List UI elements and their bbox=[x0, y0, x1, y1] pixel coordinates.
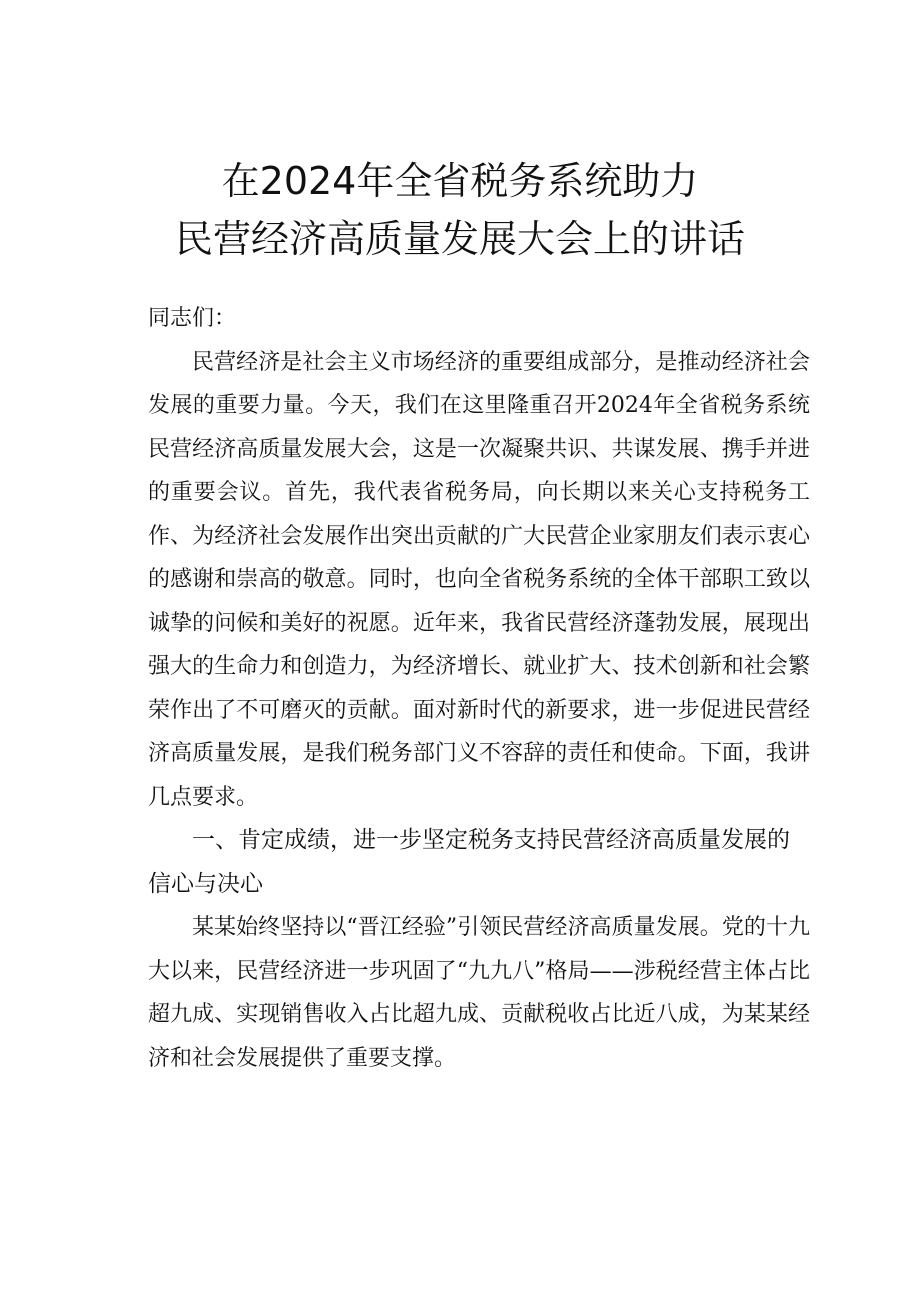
document-title bbox=[0, 152, 920, 268]
salutation: 同志们： bbox=[148, 306, 237, 331]
title-line-2: 民营经济高质量发展大会上的讲话 bbox=[174, 217, 745, 261]
section-1-paragraph: 某某始终坚持以“晋江经验”引领民营经济高质量发展。党的十九大以来，民营经济进一步巩固了“九九八”格局——涉税经营主体占比超九成、实现销售收入占比超九成、贡献税收占比近八成，为某某经济和社会发展提供了重要支撑。 bbox=[148, 915, 810, 1071]
section-heading-1: 一、肯定成绩，进一步坚定税务支持民营经济高质量发展的信心与决心 bbox=[148, 827, 790, 897]
document-body bbox=[148, 297, 810, 1080]
opening-paragraph: 民营经济是社会主义市场经济的重要组成部分，是推动经济社会发展的重要力量。今天，我们在这里隆重召开2024年全省税务系统民营经济高质量发展大会，这是一次凝聚共识、共谋发展、携手并进的重要会议。首先，我代表省税务局，向长期以来关心支持税务工作、为经济社会发展作出突出贡献的广大民营企业家朋友们表示衷心的感谢和崇高的敬意。同时，也向全省税务系统的全体干部职工致以诚挚的问候和美好的祝愿。近年来，我省民营经济蓬勃发展，展现出强大的生命力和创造力，为经济增长、就业扩大、技术创新和社会繁荣作出了不可磨灭的贡献。面对新时代的新要求，进一步促进民营经济高质量发展，是我们税务部门义不容辞的责任和使命。下面，我讲几点要求。 bbox=[148, 349, 810, 810]
title-line-1: 在2024年全省税务系统助力 bbox=[221, 159, 699, 203]
